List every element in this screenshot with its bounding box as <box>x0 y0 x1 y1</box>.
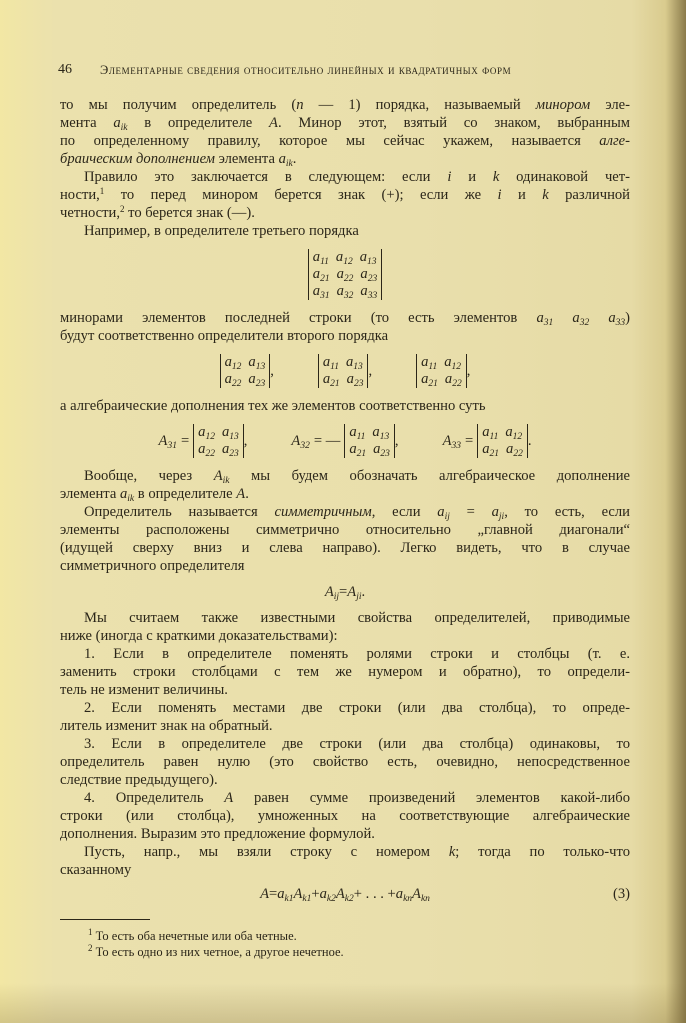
text-line <box>60 825 630 843</box>
math-subscript: 11 <box>489 432 499 442</box>
text-line <box>60 150 630 168</box>
text-run: а алгебраические дополнения тех же элементов соответственно суть <box>60 398 486 414</box>
text-run: ниже (иногда с краткими доказательствами): <box>60 628 338 644</box>
math-symbol: $a_{13}$ <box>359 249 377 267</box>
math-symbol: $a_{23}$ <box>221 441 239 459</box>
math-symbol: i <box>497 187 502 203</box>
math-symbol: $a_{21}$ <box>349 441 367 459</box>
footnote-ref: 1 <box>99 186 105 196</box>
determinant-group <box>220 354 274 388</box>
text-run: одинаковой чет- <box>499 169 631 185</box>
math-symbol: $a_{21}$ <box>312 266 330 284</box>
equals-sign: = <box>180 432 190 449</box>
math-symbol: $a_{12}$ <box>198 424 215 442</box>
text-run: эле- <box>590 97 630 113</box>
math-subscript: ji <box>356 591 362 602</box>
math-subscript: 12 <box>451 362 462 372</box>
text-run: 2. Если поменять местами две строки (или два столбца), то опреде- <box>84 700 630 716</box>
determinant <box>477 424 528 458</box>
math-subscript: 21 <box>489 449 500 459</box>
text-line <box>60 557 630 575</box>
text-run: четности, <box>60 205 120 221</box>
determinant-row <box>225 354 266 371</box>
math-symbol: $a_{ik}$ <box>119 486 135 504</box>
determinant <box>318 354 369 388</box>
punctuation: . <box>527 432 532 449</box>
text-line <box>60 485 630 503</box>
text-run: ) <box>625 310 630 326</box>
text-run: дополнения. Выразим это предложение формулой. <box>60 826 375 842</box>
math-symbol: i <box>447 169 452 185</box>
text-run: ; тогда по только-что <box>455 844 630 860</box>
text-line <box>60 807 630 825</box>
math-symbol: $a_{11}$ <box>312 249 329 267</box>
determinant-row <box>313 266 377 283</box>
math-symbol: $a_{11}$ <box>482 424 499 442</box>
text-line <box>60 327 630 345</box>
italic-term: минором <box>535 97 591 113</box>
text-run: мы будем обозначать алгебраическое дополнение <box>229 468 631 484</box>
text-run: различной <box>548 187 630 203</box>
math-subscript: 11 <box>428 362 438 372</box>
text-run: симметричного определителя <box>60 558 245 574</box>
text-line <box>60 467 630 485</box>
math-subscript: 32 <box>343 291 354 301</box>
math-subscript: k1 <box>284 893 294 904</box>
math-symbol: $A_{k2}$ <box>335 885 354 904</box>
text-line <box>60 204 630 222</box>
determinant-row <box>198 441 239 458</box>
text-run: Мы считаем также известными свойства определителей, приводимые <box>84 610 630 626</box>
equals-sign: = — <box>313 432 341 449</box>
math-symbol: $a_{ji}$ <box>491 504 505 522</box>
math-symbol: $a_{22}$ <box>444 371 462 389</box>
text-line <box>60 789 630 807</box>
determinant-row <box>421 371 462 388</box>
text-run: Правило это заключается в следующем: если <box>84 169 448 185</box>
text-run: элементы расположены симметрично относительно „главной диагонали“ <box>60 522 630 538</box>
text-line <box>60 627 630 645</box>
determinant <box>193 424 244 458</box>
display-formula <box>60 879 630 909</box>
math-symbol: $a_{11}$ <box>322 354 339 372</box>
determinant-group <box>416 354 470 388</box>
math-symbol: $a_{ij}$ <box>437 504 450 522</box>
math-symbol: $a_{33}$ <box>608 310 626 328</box>
text-run: ности, <box>60 187 100 203</box>
text-line <box>60 168 630 186</box>
math-symbol: $A_{k1}$ <box>293 885 312 904</box>
math-subscript: ik <box>285 159 293 169</box>
text-line <box>60 609 630 627</box>
punctuation: , <box>394 432 399 449</box>
footnote <box>60 928 630 944</box>
math-subscript: k1 <box>302 893 312 904</box>
math-subscript: 23 <box>255 379 266 389</box>
math-symbol: k <box>492 169 500 185</box>
math-subscript: 23 <box>229 449 239 459</box>
italic-term: алге- <box>599 133 630 149</box>
text-run: и <box>501 187 543 203</box>
math-symbol: $a_{32}$ <box>572 310 590 328</box>
text-line <box>60 735 630 753</box>
math-subscript: 13 <box>255 362 266 372</box>
equation-number: (3) <box>612 885 630 902</box>
determinant-display <box>60 345 630 397</box>
math-subscript: kn <box>403 893 413 904</box>
math-subscript: 13 <box>366 257 377 267</box>
math-subscript: 31 <box>543 318 554 328</box>
text-line <box>60 132 630 150</box>
math-symbol: $a_{33}$ <box>360 283 378 301</box>
text-run: тель не изменит величины. <box>60 682 228 698</box>
math-symbol: $a_{32}$ <box>336 283 354 301</box>
text-line <box>60 663 630 681</box>
text-run: (идущей сверху вниз и слева направо). Легко видеть, что в случае <box>60 540 630 556</box>
text-run: литель изменит знак на обратный. <box>60 718 273 734</box>
text-line <box>60 397 630 415</box>
math-symbol: $A_{31}$ <box>158 432 177 451</box>
math-subscript: ik <box>127 494 135 504</box>
math-subscript: 23 <box>353 379 364 389</box>
text-line <box>60 645 630 663</box>
math-symbol: A <box>269 115 278 131</box>
determinant <box>220 354 271 388</box>
math-symbol: $a_{31}$ <box>536 310 554 328</box>
text-line <box>60 96 630 114</box>
math-symbol: $a_{23}$ <box>248 371 266 389</box>
italic-term: симметричным <box>274 504 372 520</box>
text-run: определитель равен нулю (это свойство есть, очевидно, непосредственное <box>60 754 630 770</box>
text-run: в определителе <box>134 486 237 502</box>
determinant-display <box>60 415 630 467</box>
math-subscript: 23 <box>367 274 378 284</box>
math-subscript: ji <box>498 512 505 522</box>
footnote-divider <box>60 919 150 920</box>
determinant-row <box>198 424 239 441</box>
math-subscript: 33 <box>367 291 378 301</box>
math-subscript: 21 <box>428 379 438 389</box>
math-symbol: $a_{11}$ <box>349 424 366 442</box>
math-subscript: 31 <box>167 440 177 451</box>
math-symbol: $a_{21}$ <box>421 371 438 389</box>
text-run: мента <box>60 115 114 131</box>
math-subscript: 22 <box>343 274 354 284</box>
determinant-row <box>349 424 390 441</box>
text-line <box>60 309 630 327</box>
math-symbol: $a_{12}$ <box>224 354 242 372</box>
math-symbol: $a_{22}$ <box>198 441 215 459</box>
math-subscript: 23 <box>380 449 390 459</box>
punctuation: , <box>243 432 248 449</box>
math-symbol: A <box>236 486 246 502</box>
math-symbol: $A_{kn}$ <box>412 885 430 904</box>
math-subscript: 32 <box>579 318 590 328</box>
math-symbol: $A_{ij}$ <box>324 583 340 602</box>
text-run <box>553 310 572 326</box>
text-run: , то есть, если <box>504 504 630 520</box>
text-run: будут соответственно определители второго порядка <box>60 328 389 344</box>
text-run: = <box>339 583 348 600</box>
math-subscript: 22 <box>205 449 215 459</box>
math-symbol: k <box>448 844 456 860</box>
text-run: и <box>451 169 493 185</box>
punctuation: , <box>270 362 274 379</box>
math-symbol: $a_{11}$ <box>421 354 438 372</box>
text-run: по определенному правилу, которое мы сейчас укажем, называется <box>60 133 600 149</box>
math-subscript: 22 <box>452 379 462 389</box>
math-subscript: kn <box>420 893 430 904</box>
math-symbol: $a_{13}$ <box>221 424 239 442</box>
text-run: . <box>245 486 249 502</box>
math-subscript: 21 <box>320 274 330 284</box>
determinant-row <box>323 371 364 388</box>
math-subscript: ik <box>120 123 128 133</box>
text-line <box>60 186 630 204</box>
punctuation: , <box>368 362 373 379</box>
text-run: то перед минором берется знак (+); если же <box>104 187 498 203</box>
determinant-group <box>443 424 532 458</box>
text-line <box>60 222 630 240</box>
text-run: , если <box>371 504 438 520</box>
math-symbol: $a_{12}$ <box>444 354 462 372</box>
display-formula <box>60 575 630 609</box>
text-run: минорами элементов последней строки (то есть элементов <box>60 310 537 326</box>
math-symbol: k <box>542 187 549 203</box>
math-subscript: ik <box>222 476 230 486</box>
math-subscript: k2 <box>326 893 336 904</box>
math-symbol: $a_{12}$ <box>505 424 523 442</box>
determinant <box>416 354 467 388</box>
text-run: = <box>449 504 492 520</box>
math-subscript: 32 <box>300 440 310 451</box>
text-run: Например, в определителе третьего порядка <box>84 223 359 239</box>
text-line <box>60 539 630 557</box>
math-symbol: $a_{ik}$ <box>278 151 293 169</box>
text-line <box>60 521 630 539</box>
math-symbol: $a_{21}$ <box>482 441 500 459</box>
text-run: сказанному <box>60 862 132 878</box>
determinant-row <box>482 424 523 441</box>
math-subscript: 12 <box>512 432 523 442</box>
math-subscript: 11 <box>356 432 366 442</box>
math-symbol: n <box>296 97 304 113</box>
text-run: — 1) порядка, называемый <box>303 97 536 113</box>
text-run: 4. Определитель <box>84 790 225 806</box>
math-symbol: $a_{21}$ <box>322 371 340 389</box>
text-line <box>60 503 630 521</box>
text-run: 3. Если в определителе две строки (или два столбца) одинаковы, то <box>84 736 630 752</box>
text-run: в определителе <box>127 115 270 131</box>
determinant-row <box>421 354 462 371</box>
text-run: . <box>292 151 297 167</box>
determinant-group <box>291 424 398 458</box>
math-symbol: $a_{12}$ <box>335 249 353 267</box>
math-subscript: 13 <box>353 362 363 372</box>
page-edge-shadow <box>0 983 686 1023</box>
text-run: . <box>361 583 366 600</box>
determinant-row <box>323 354 364 371</box>
math-subscript: 33 <box>451 440 461 451</box>
math-symbol: $a_{13}$ <box>248 354 266 372</box>
text-line <box>60 114 630 132</box>
punctuation: , <box>466 362 471 379</box>
math-symbol: $a_{kn}$ <box>395 885 413 904</box>
math-symbol: $A_{33}$ <box>442 432 461 451</box>
footnote-ref: 2 <box>119 204 125 214</box>
text-run: = <box>268 885 278 902</box>
math-symbol: $a_{23}$ <box>373 441 390 459</box>
math-symbol: $a_{13}$ <box>345 354 363 372</box>
math-subscript: 12 <box>205 432 215 442</box>
math-subscript: 21 <box>330 379 340 389</box>
math-symbol: $a_{23}$ <box>346 371 364 389</box>
footnote-mark: 2 <box>88 943 93 953</box>
determinant-row <box>349 441 390 458</box>
determinant-row <box>313 283 377 300</box>
text-run: равен сумме произведений элементов какой-либо <box>233 790 631 806</box>
text-run: . Минор этот, взятый со знаком, выбранным <box>277 115 630 131</box>
determinant-display <box>60 240 630 309</box>
math-symbol: $a_{22}$ <box>224 371 242 389</box>
footnote-text: То есть одно из них четное, а другое нечетное. <box>92 945 344 959</box>
math-subscript: 22 <box>231 379 242 389</box>
math-subscript: k2 <box>344 893 354 904</box>
determinant <box>344 424 395 458</box>
text-run: строки (или столбца), умноженных на соответствующие алгебраические <box>60 808 630 824</box>
text-run: + . . . + <box>353 885 396 902</box>
text-run: заменить строки столбцами с тем же нумером и обратно), то определи- <box>60 664 630 680</box>
text-line <box>60 861 630 879</box>
text-run: элемента <box>60 486 120 502</box>
math-subscript: 13 <box>379 432 390 442</box>
math-subscript: 21 <box>356 449 367 459</box>
math-subscript: ij <box>444 512 450 522</box>
math-symbol: $a_{k2}$ <box>319 885 336 904</box>
page-body <box>60 96 630 960</box>
math-symbol: $A_{ji}$ <box>347 583 362 602</box>
equals-sign: = <box>465 432 474 449</box>
text-run: 1. Если в определителе поменять ролями строки и столбцы (т. е. <box>84 646 630 662</box>
running-title: Элементарные сведения относительно линейных и квадратичных форм <box>100 63 512 77</box>
page-number: 46 <box>58 62 72 77</box>
determinant-group <box>159 424 248 458</box>
text-run: Вообще, через <box>84 468 214 484</box>
math-subscript: 22 <box>513 449 523 459</box>
text-line <box>60 681 630 699</box>
math-symbol: $A_{32}$ <box>291 432 310 451</box>
text-run: Определитель называется <box>84 504 275 520</box>
math-subscript: 13 <box>229 432 239 442</box>
math-subscript: 12 <box>231 362 242 372</box>
text-run: + <box>311 885 320 902</box>
text-run <box>589 310 608 326</box>
math-symbol: $a_{23}$ <box>360 266 378 284</box>
math-subscript: 12 <box>343 257 353 267</box>
math-symbol: $A_{ik}$ <box>213 468 230 486</box>
determinant-row <box>225 371 266 388</box>
math-subscript: 33 <box>615 318 626 328</box>
text-line <box>60 699 630 717</box>
determinant-group <box>318 354 372 388</box>
footnote <box>60 944 630 960</box>
text-run: элемента <box>215 151 279 167</box>
footnote-text: То есть оба нечетные или оба четные. <box>92 929 297 943</box>
math-symbol: A <box>260 885 269 902</box>
determinant-row <box>313 249 377 266</box>
math-symbol: A <box>224 790 234 806</box>
italic-term: браическим дополнением <box>60 151 215 167</box>
text-run: то берется знак (—). <box>124 205 255 221</box>
determinant <box>308 249 382 300</box>
footnote-mark: 1 <box>88 927 93 937</box>
math-symbol: $a_{31}$ <box>312 283 330 301</box>
text-run: следствие предыдущего). <box>60 772 218 788</box>
determinant-group <box>308 249 382 300</box>
math-symbol: $a_{22}$ <box>506 441 523 459</box>
text-run: то мы получим определитель ( <box>60 97 297 113</box>
determinant-row <box>482 441 523 458</box>
math-subscript: 11 <box>330 362 339 372</box>
text-run: Пусть, напр., мы взяли строку с номером <box>84 844 449 860</box>
text-line <box>60 843 630 861</box>
text-line <box>60 771 630 789</box>
math-symbol: $a_{k1}$ <box>277 885 294 904</box>
math-symbol: $a_{22}$ <box>336 266 354 284</box>
math-subscript: 31 <box>320 291 330 301</box>
text-line <box>60 753 630 771</box>
math-subscript: 11 <box>320 257 329 267</box>
math-subscript: ij <box>333 591 340 602</box>
math-symbol: $a_{13}$ <box>372 424 390 442</box>
text-line <box>60 717 630 735</box>
math-symbol: $a_{ik}$ <box>113 115 128 133</box>
